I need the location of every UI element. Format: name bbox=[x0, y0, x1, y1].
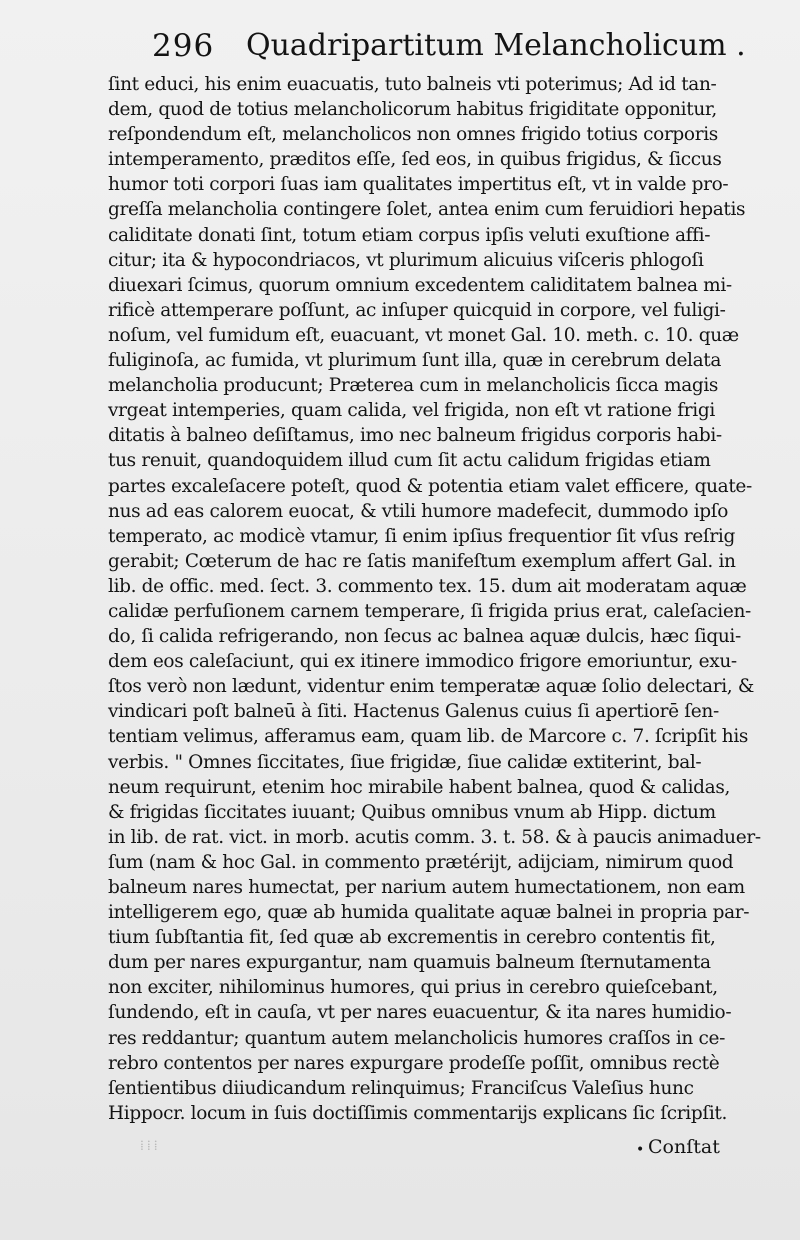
text-line: calidæ perfuſionem carnem temperare, ſi frigida prius erat, caleſacien- bbox=[108, 600, 751, 622]
text-line: in lib. de rat. vict. in morb. acutis comm. 3. t. 58. & à paucis animaduer- bbox=[108, 826, 761, 848]
text-line: citur; ita & hypocondriacos, vt plurimum alicuius viſceris phlogoſi bbox=[108, 249, 704, 271]
text-line: balneum nares humectat, per narium autem humectationem, non eam bbox=[108, 877, 745, 898]
text-line: intemperamento, præditos eſſe, ſed eos, in quibus frigidus, & ſiccus bbox=[108, 149, 722, 171]
text-line: reſpondendum eſt, melancholicos non omnes frigido totius corporis bbox=[108, 124, 718, 146]
text-line: neum requirunt, etenim hoc mirabile habent balnea, quod & calidas, bbox=[108, 776, 730, 798]
text-line: vindicari poſt balneū à ſiti. Hactenus Galenus cuius ſi apertiorē ſen- bbox=[108, 701, 719, 723]
text-line: diuexari ſcimus, quorum omnium excedentem caliditatem balnea mi- bbox=[108, 274, 732, 296]
show-through-bleed: ⁞⁞⁞ bbox=[140, 1138, 161, 1154]
body-text bbox=[108, 72, 768, 1126]
page-number: 296 bbox=[152, 28, 215, 64]
text-line: ſentientibus diiudicandum relinquimus; Franciſcus Valeſius hunc bbox=[108, 1077, 694, 1099]
text-line: fuliginoſa, ac fumida, vt plurimum ſunt illa, quæ in cerebrum delata bbox=[108, 350, 722, 372]
text-line: tium ſubſtantia fit, ſed quæ ab excrementis in cerebro contentis fit, bbox=[108, 927, 716, 949]
text-line: tentiam velimus, afferamus eam, quam lib. de Marcore c. 7. ſcripſit his bbox=[108, 726, 749, 748]
text-line: tus renuit, quandoquidem illud cum ſit actu calidum frigidas etiam bbox=[108, 450, 711, 472]
text-line: temperato, ac modicè vtamur, ſi enim ipſius frequentior ſit vſus reſrig bbox=[108, 525, 735, 547]
text-line: ſum (nam & hoc Gal. in commento prætérijt, adijciam, nimirum quod bbox=[108, 851, 734, 873]
text-line: do, ſi calida refrigerando, non ſecus ac balnea aquæ dulcis, hæc ſiqui- bbox=[108, 626, 741, 648]
text-line: dem eos caleſaciunt, qui ex itinere immodico frigore emoriuntur, exu- bbox=[108, 651, 737, 673]
text-line: rebro contentos per nares expurgare prodeſſe poſſit, omnibus rectè bbox=[108, 1052, 720, 1074]
catchword: Conſtat bbox=[648, 1136, 720, 1158]
text-line: humor toti corpori ſuas iam qualitates impertitus eſt, vt in valde pro- bbox=[108, 174, 729, 196]
text-line: melancholia producunt; Præterea cum in melancholicis ſicca magis bbox=[108, 375, 719, 397]
text-line: Hippocr. locum in ſuis doctiſſimis commentarijs explicans ſic ſcripſit. bbox=[108, 1102, 728, 1124]
text-line: gerabit; Cœterum de hac re ſatis manifeſtum exemplum affert Gal. in bbox=[108, 550, 736, 572]
text-line: noſum, vel fumidum eſt, euacuant, vt monet Gal. 10. meth. c. 10. quæ bbox=[108, 324, 739, 346]
text-line: vrgeat intemperies, quam calida, vel frigida, non eſt vt ratione frigi bbox=[108, 400, 715, 422]
text-line: rificè attemperare poſſunt, ac inſuper quicquid in corpore, vel fuligi- bbox=[108, 299, 726, 321]
text-line: verbis. " Omnes ſiccitates, ſiue frigidæ, ſiue calidæ extiterint, bal- bbox=[108, 751, 702, 773]
text-line: caliditate donati ſint, totum etiam corpus ipſis veluti exuſtione affi- bbox=[108, 224, 711, 246]
text-line: partes excaleſacere poteſt, quod & potentia etiam valet efficere, quate- bbox=[108, 475, 752, 497]
text-line: res reddantur; quantum autem melancholicis humores craſſos in ce- bbox=[108, 1027, 726, 1049]
text-line: intelligerem ego, quæ ab humida qualitate aquæ balnei in propria par- bbox=[108, 902, 750, 924]
text-line: ſint educi, his enim euacuatis, tuto balneis vti poterimus; Ad id tan- bbox=[108, 74, 717, 95]
text-line: dem, quod de totius melancholicorum habitus frigiditate opponitur, bbox=[108, 99, 717, 121]
running-title: Quadripartitum Melancholicum . bbox=[246, 28, 746, 63]
text-line: & frigidas ſiccitates iuuant; Quibus omnibus vnum ab Hipp. dictum bbox=[108, 801, 716, 823]
text-line: greſſa melancholia contingere ſolet, antea enim cum feruidiori hepatis bbox=[108, 199, 746, 221]
text-line: ditatis à balneo deſiſtamus, imo nec balneum frigidus corporis habi- bbox=[108, 425, 722, 447]
catchword-mark: • bbox=[636, 1142, 645, 1158]
page-header bbox=[152, 24, 746, 74]
text-line: lib. de offic. med. ſect. 3. commento tex. 15. dum ait moderatam aquæ bbox=[108, 575, 747, 597]
text-line: ſundendo, eſt in cauſa, vt per nares euacuentur, & ita nares humidio- bbox=[108, 1002, 732, 1024]
text-line: dum per nares expurgantur, nam quamuis balneum ſternutamenta bbox=[108, 952, 711, 974]
text-line: non exciter, nihilominus humores, qui prius in cerebro quieſcebant, bbox=[108, 977, 718, 999]
text-line: nus ad eas calorem euocat, & vtili humore madefecit, dummodo ipſo bbox=[108, 500, 729, 522]
text-line: ſtos verò non lædunt, videntur enim temperatæ aquæ ſolio delectari, & bbox=[108, 676, 754, 698]
